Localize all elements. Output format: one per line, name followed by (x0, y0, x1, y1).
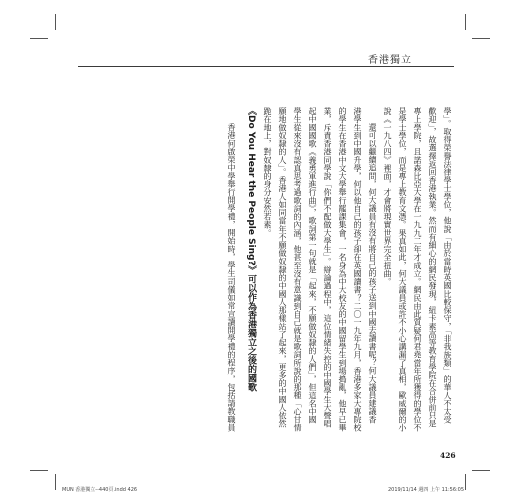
text-column: 是學士學位，而是專上教育文憑。果真如此，何大議員或許不小心講漏了真相，歐威爾的小 (398, 107, 407, 432)
section-heading: 《Do You Hear the People Sing?》可以作為香港獨立之後的國歌 (246, 106, 256, 392)
text-column: 香港何啟榮中學舉行開學禮，開始時，學生司儀如常宣讀開學禮的程序，包括請教職員 (227, 123, 236, 432)
print-slug-file: MUN 香港獨立--440頁.indd 426 (62, 487, 138, 493)
text-column: 學生從來沒有認真思考過歌詞的內涵，他甚至沒有意識到自己就是歌詞所說的那種「心甘情 (293, 107, 302, 432)
crop-mark (472, 38, 490, 39)
crop-mark (55, 14, 56, 30)
crop-mark (472, 470, 490, 471)
text-column: 專上學院，且諾森比亞大學在一九九二年才成立。網民由此質疑何君堯當年所獲得的學位不 (413, 107, 422, 432)
crop-mark (465, 474, 466, 490)
text-column: 業，斥責香港同學說「你們不配做大學生」。辯論過程中，這位情緒失控的中國學生大聲唱 (323, 107, 332, 428)
text-column: 跪在地上，對奴隸的身分安然若素。 (263, 107, 272, 237)
header-rule (78, 66, 454, 67)
crop-mark (465, 14, 466, 30)
text-column: 起中國國歌《義勇軍進行曲》，歌詞第一句就是「起來，不願做奴隸的人們」，但這名中國 (308, 107, 317, 424)
crop-mark (30, 470, 48, 471)
text-column: 的學生在香港中文大學舉行罷課集會，一名身為中大校友的中國留學生到場搗亂，他早已畢 (338, 107, 347, 432)
text-column: 學」。取得榮譽法律學士學位，他說「由於當時英國比較保守，「非我族類」的華人不太受 (443, 107, 452, 424)
text-column: 還可以繼續追問，何大議員有沒有將自己的孩子送到中國去讀書呢？何大議員建議香 (368, 123, 377, 424)
crop-mark (30, 38, 48, 39)
text-column: 說《一九八四》裡面，才會將現實世界完全扭曲。 (383, 107, 392, 286)
page-number: 426 (440, 451, 456, 460)
running-header: 香港獨立 (368, 55, 412, 66)
text-column: 歡迎」，故選擇返回香港執業。然而有細心的網民發現，紐卡素高等教育學院在合併前只是 (428, 107, 437, 428)
text-column: 港學生到中國升學，何以他自己的孩子卻在英國讀書？二〇一九年九月，香港多家大專院校 (353, 107, 362, 432)
text-column: 願地做奴隸的人」。香港人如同當年不願做奴隸的中國人那樣站了起來，更多的中國人依然 (278, 107, 287, 428)
crop-mark (55, 474, 56, 490)
print-slug-timestamp: 2019/11/14 週四 上午 11:56:05 (388, 487, 465, 493)
